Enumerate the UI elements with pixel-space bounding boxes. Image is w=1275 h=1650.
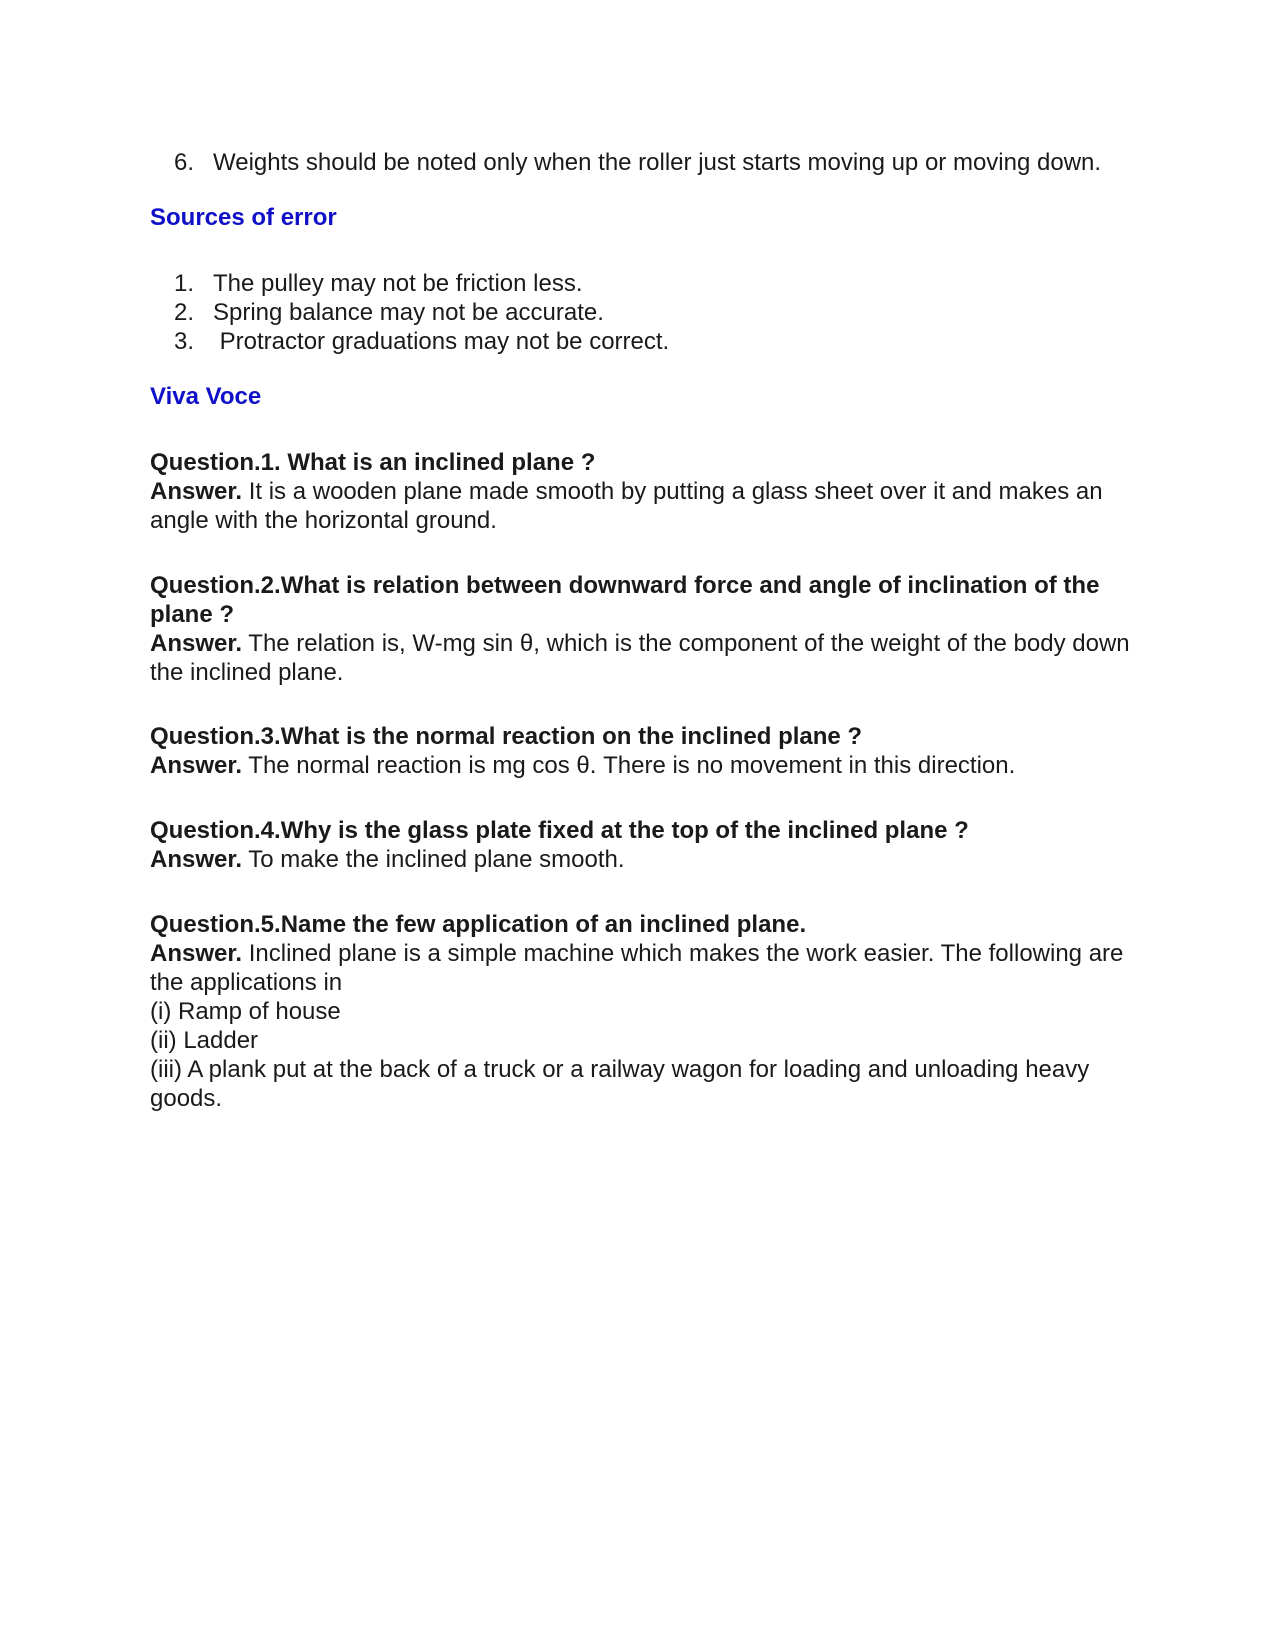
qa-block-3 [150, 722, 1130, 780]
answer [150, 939, 1130, 997]
application-item: (iii) A plank put at the back of a truck or a railway wagon for loading and unloading heavy goods. [150, 1056, 1090, 1112]
application-item: (ii) Ladder [150, 1027, 259, 1054]
answer-label: Answer. [150, 940, 243, 967]
list-item [150, 298, 1130, 327]
list-number: 1. [174, 270, 195, 297]
question: Question.4.Why is the glass plate fixed at the top of the inclined plane ? [150, 817, 969, 844]
list-number: 2. [174, 299, 195, 326]
sources-list [150, 269, 1130, 356]
list-item [150, 148, 1130, 177]
answer [150, 845, 1130, 874]
answer-label: Answer. [150, 752, 243, 779]
list-text: Weights should be noted only when the roller just starts moving up or moving down. [213, 149, 1102, 176]
question: Question.5.Name the few application of an inclined plane. [150, 911, 807, 938]
qa-block-5 [150, 910, 1130, 1113]
list-text: The pulley may not be friction less. [213, 270, 583, 297]
question: Question.3.What is the normal reaction on the inclined plane ? [150, 723, 863, 750]
precautions-list [150, 148, 1130, 177]
answer [150, 751, 1130, 780]
answer-text: Inclined plane is a simple machine which makes the work easier. The following are the applications in [150, 940, 1124, 996]
answer [150, 629, 1130, 687]
answer-text: The normal reaction is mg cos θ. There is no movement in this direction. [248, 752, 1016, 779]
application-item: (i) Ramp of house [150, 998, 341, 1025]
answer-label: Answer. [150, 846, 243, 873]
answer [150, 477, 1130, 535]
sources-heading: Sources of error [150, 204, 337, 231]
qa-block-2 [150, 571, 1130, 687]
answer-label: Answer. [150, 478, 243, 505]
question: Question.1. What is an inclined plane ? [150, 449, 596, 476]
viva-heading: Viva Voce [150, 383, 262, 410]
list-text: Spring balance may not be accurate. [213, 299, 604, 326]
qa-block-1 [150, 448, 1130, 535]
list-item [150, 269, 1130, 298]
list-number: 6. [174, 149, 195, 176]
answer-text: The relation is, W-mg sin θ, which is the component of the weight of the body down the inclined plane. [150, 630, 1130, 686]
list-item [150, 327, 1130, 356]
list-number: 3. [174, 328, 195, 355]
answer-text: To make the inclined plane smooth. [248, 846, 625, 873]
list-text: Protractor graduations may not be correct. [213, 328, 670, 355]
question: Question.2.What is relation between downward force and angle of inclination of the plane ? [150, 572, 1100, 628]
answer-label: Answer. [150, 630, 243, 657]
answer-text: It is a wooden plane made smooth by putting a glass sheet over it and makes an angle with the horizontal ground. [150, 478, 1103, 534]
document-page [150, 148, 1130, 1113]
qa-block-4 [150, 816, 1130, 874]
